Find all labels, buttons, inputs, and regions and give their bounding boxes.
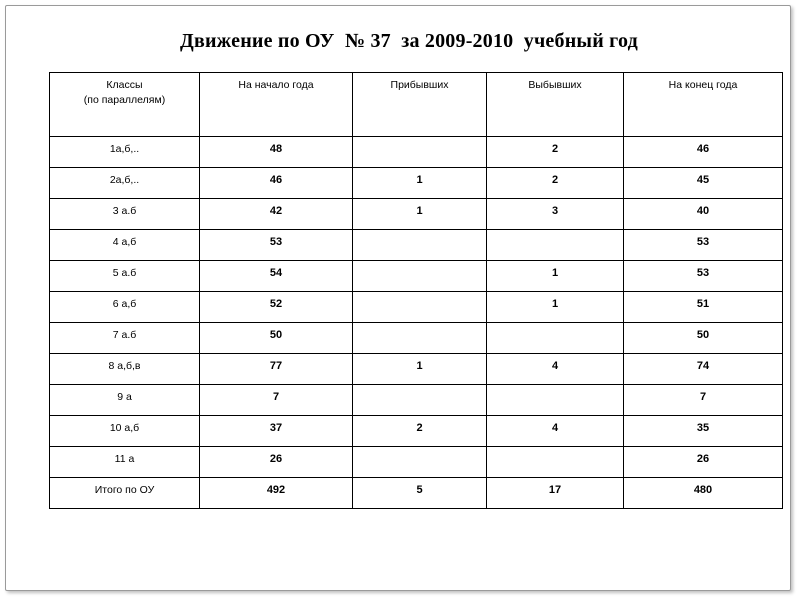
cell-departed: 1: [487, 292, 624, 323]
cell-class: 11 а: [50, 447, 200, 478]
table-row: [50, 261, 783, 292]
cell-arrived: [353, 447, 487, 478]
movement-table: [49, 72, 783, 509]
cell-class: 8 а,б,в: [50, 354, 200, 385]
cell-class: 10 а,б: [50, 416, 200, 447]
cell-arrived: 1: [353, 199, 487, 230]
cell-start-of-year: 37: [200, 416, 353, 447]
table-row: [50, 292, 783, 323]
cell-class: 2а,б,..: [50, 168, 200, 199]
header-end-of-year: На конец года: [624, 73, 783, 137]
cell-class: 9 а: [50, 385, 200, 416]
cell-end-of-year: 40: [624, 199, 783, 230]
header-classes: [50, 73, 200, 137]
cell-end-of-year: 46: [624, 137, 783, 168]
header-departed: Выбывших: [487, 73, 624, 137]
table-row: [50, 137, 783, 168]
cell-end-of-year: 51: [624, 292, 783, 323]
cell-arrived: [353, 323, 487, 354]
cell-arrived: [353, 385, 487, 416]
cell-start-of-year: 53: [200, 230, 353, 261]
cell-arrived: [353, 292, 487, 323]
table-row: [50, 354, 783, 385]
cell-end-of-year: 45: [624, 168, 783, 199]
table-row: [50, 168, 783, 199]
cell-end-of-year: 7: [624, 385, 783, 416]
cell-start-of-year: 42: [200, 199, 353, 230]
header-classes-line2: (по параллелям): [83, 94, 166, 106]
table-body: [50, 137, 783, 509]
cell-class: 4 а,б: [50, 230, 200, 261]
cell-class: 7 а.б: [50, 323, 200, 354]
cell-departed: [487, 447, 624, 478]
cell-end-of-year: 53: [624, 261, 783, 292]
table-row: [50, 199, 783, 230]
cell-start-of-year: 54: [200, 261, 353, 292]
table-row: [50, 385, 783, 416]
cell-class: 3 а.б: [50, 199, 200, 230]
cell-class: 5 а.б: [50, 261, 200, 292]
header-classes-line1: Классы: [106, 79, 143, 91]
table-row: [50, 478, 783, 509]
cell-arrived: [353, 137, 487, 168]
cell-arrived: 5: [353, 478, 487, 509]
cell-start-of-year: 77: [200, 354, 353, 385]
cell-end-of-year: 74: [624, 354, 783, 385]
cell-departed: 17: [487, 478, 624, 509]
cell-arrived: 2: [353, 416, 487, 447]
cell-end-of-year: 480: [624, 478, 783, 509]
cell-start-of-year: 52: [200, 292, 353, 323]
cell-end-of-year: 50: [624, 323, 783, 354]
cell-departed: 2: [487, 168, 624, 199]
cell-arrived: [353, 230, 487, 261]
cell-departed: 4: [487, 354, 624, 385]
cell-departed: 3: [487, 199, 624, 230]
table-row: [50, 230, 783, 261]
table-row: [50, 323, 783, 354]
cell-start-of-year: 46: [200, 168, 353, 199]
cell-start-of-year: 7: [200, 385, 353, 416]
cell-start-of-year: 48: [200, 137, 353, 168]
cell-end-of-year: 26: [624, 447, 783, 478]
cell-departed: [487, 385, 624, 416]
header-start-of-year: На начало года: [200, 73, 353, 137]
cell-arrived: [353, 261, 487, 292]
cell-end-of-year: 35: [624, 416, 783, 447]
cell-start-of-year: 492: [200, 478, 353, 509]
header-arrived: Прибывших: [353, 73, 487, 137]
cell-arrived: 1: [353, 354, 487, 385]
cell-class: Итого по ОУ: [50, 478, 200, 509]
cell-class: 1а,б,..: [50, 137, 200, 168]
page-title: Движение по ОУ № 37 за 2009-2010 учебный год: [180, 30, 638, 52]
cell-end-of-year: 53: [624, 230, 783, 261]
cell-class: 6 а,б: [50, 292, 200, 323]
cell-departed: 2: [487, 137, 624, 168]
cell-departed: 1: [487, 261, 624, 292]
cell-departed: [487, 323, 624, 354]
cell-departed: [487, 230, 624, 261]
cell-arrived: 1: [353, 168, 487, 199]
cell-start-of-year: 26: [200, 447, 353, 478]
table-header-row: [50, 73, 783, 137]
cell-departed: 4: [487, 416, 624, 447]
table-row: [50, 447, 783, 478]
table-row: [50, 416, 783, 447]
cell-start-of-year: 50: [200, 323, 353, 354]
